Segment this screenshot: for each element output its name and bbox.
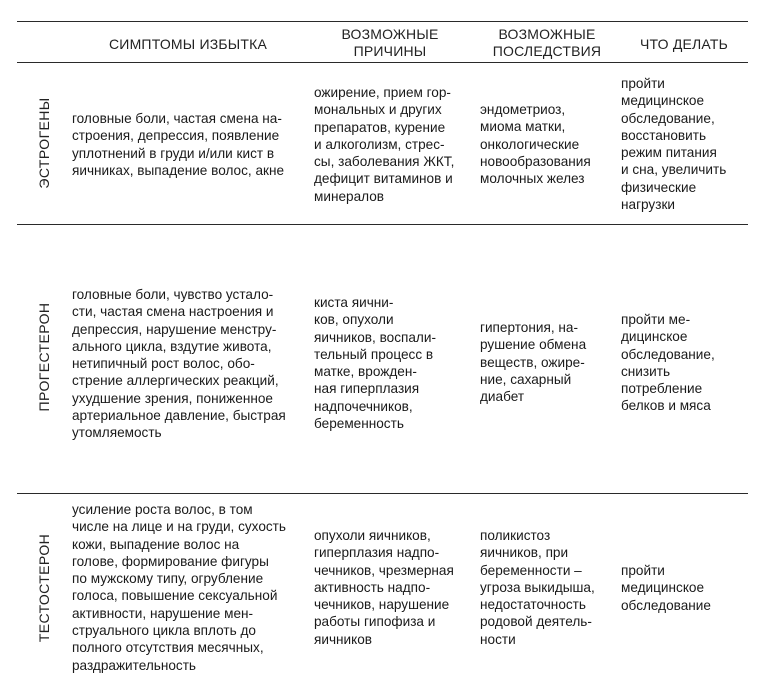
row-divider-1	[17, 224, 748, 225]
testosterone-symptoms: усиление роста волос, в том числе на лице и на груди, сухость кожи, выпадение волос на голове, формирование фигуры по мужскому типу, огрубление голоса, повышение сексуальной активности, нарушение мен- струального цикла вплоть до полного отсутствия месячных, раздражительность	[72, 502, 286, 673]
testosterone-consequences: поликистоз яичников, при беременности – угроза выкидыша, недостаточность родовой деятель- ности	[480, 528, 595, 647]
progesterone-symptoms: головные боли, чувство устало- сти, частая смена настроения и депрессия, нарушение менстру- ального цикла, вздутие живота, нетипичный рост волос, обо- стрение аллергических реакций, ухудшение зрения, пониженное артериальное давление, быстрая утомляемость	[72, 287, 286, 441]
progesterone-causes: киста яични- ков, опухоли яичников, воспали- тельный процесс в матке, врожден- ная гиперплазия надпочечников, беременность	[314, 295, 436, 432]
row-label-progesterone: ПРОГЕСТЕРОН	[36, 302, 52, 412]
header-actions: ЧТО ДЕЛАТЬ	[639, 36, 729, 52]
row-label-estrogens: ЭСТРОГЕНЫ	[36, 97, 52, 189]
estrogens-symptoms: головные боли, частая смена на- строения, депрессия, появление уплотнений в груди и/или кист в яичниках, выпадение волос, акне	[72, 111, 285, 178]
estrogens-consequences: эндометриоз, миома матки, онкологические новообразования молочных желез	[480, 102, 591, 187]
testosterone-causes: опухоли яичников, гиперплазия надпо- чечников, чрезмерная активность надпо- чечников, нарушение работы гипофиза и яичников	[314, 528, 454, 647]
table-top-rule	[17, 21, 748, 22]
progesterone-actions: пройти ме- дицинское обследование, снизить потребление белков и мяса	[621, 312, 715, 414]
row-divider-2	[17, 493, 748, 494]
estrogens-causes: ожирение, прием гор- мональных и других препаратов, курение и алкоголизм, стрес- сы, заболевания ЖКТ, дефицит витаминов и минералов	[314, 85, 455, 204]
estrogens-actions: пройти медицинское обследование, восстановить режим питания и сна, увеличить физические нагрузки	[621, 76, 727, 213]
header-causes: ВОЗМОЖНЫЕ ПРИЧИНЫ	[341, 26, 439, 59]
header-rule	[17, 62, 748, 63]
header-consequences: ВОЗМОЖНЫЕ ПОСЛЕДСТВИЯ	[492, 26, 602, 59]
row-label-testosterone: ТЕСТОСТЕРОН	[36, 533, 52, 643]
progesterone-consequences: гипертония, на- рушение обмена веществ, ожире- ние, сахарный диабет	[480, 320, 587, 405]
header-symptoms: СИМПТОМЫ ИЗБЫТКА	[109, 36, 267, 52]
testosterone-actions: пройти медицинское обследование	[621, 563, 711, 613]
